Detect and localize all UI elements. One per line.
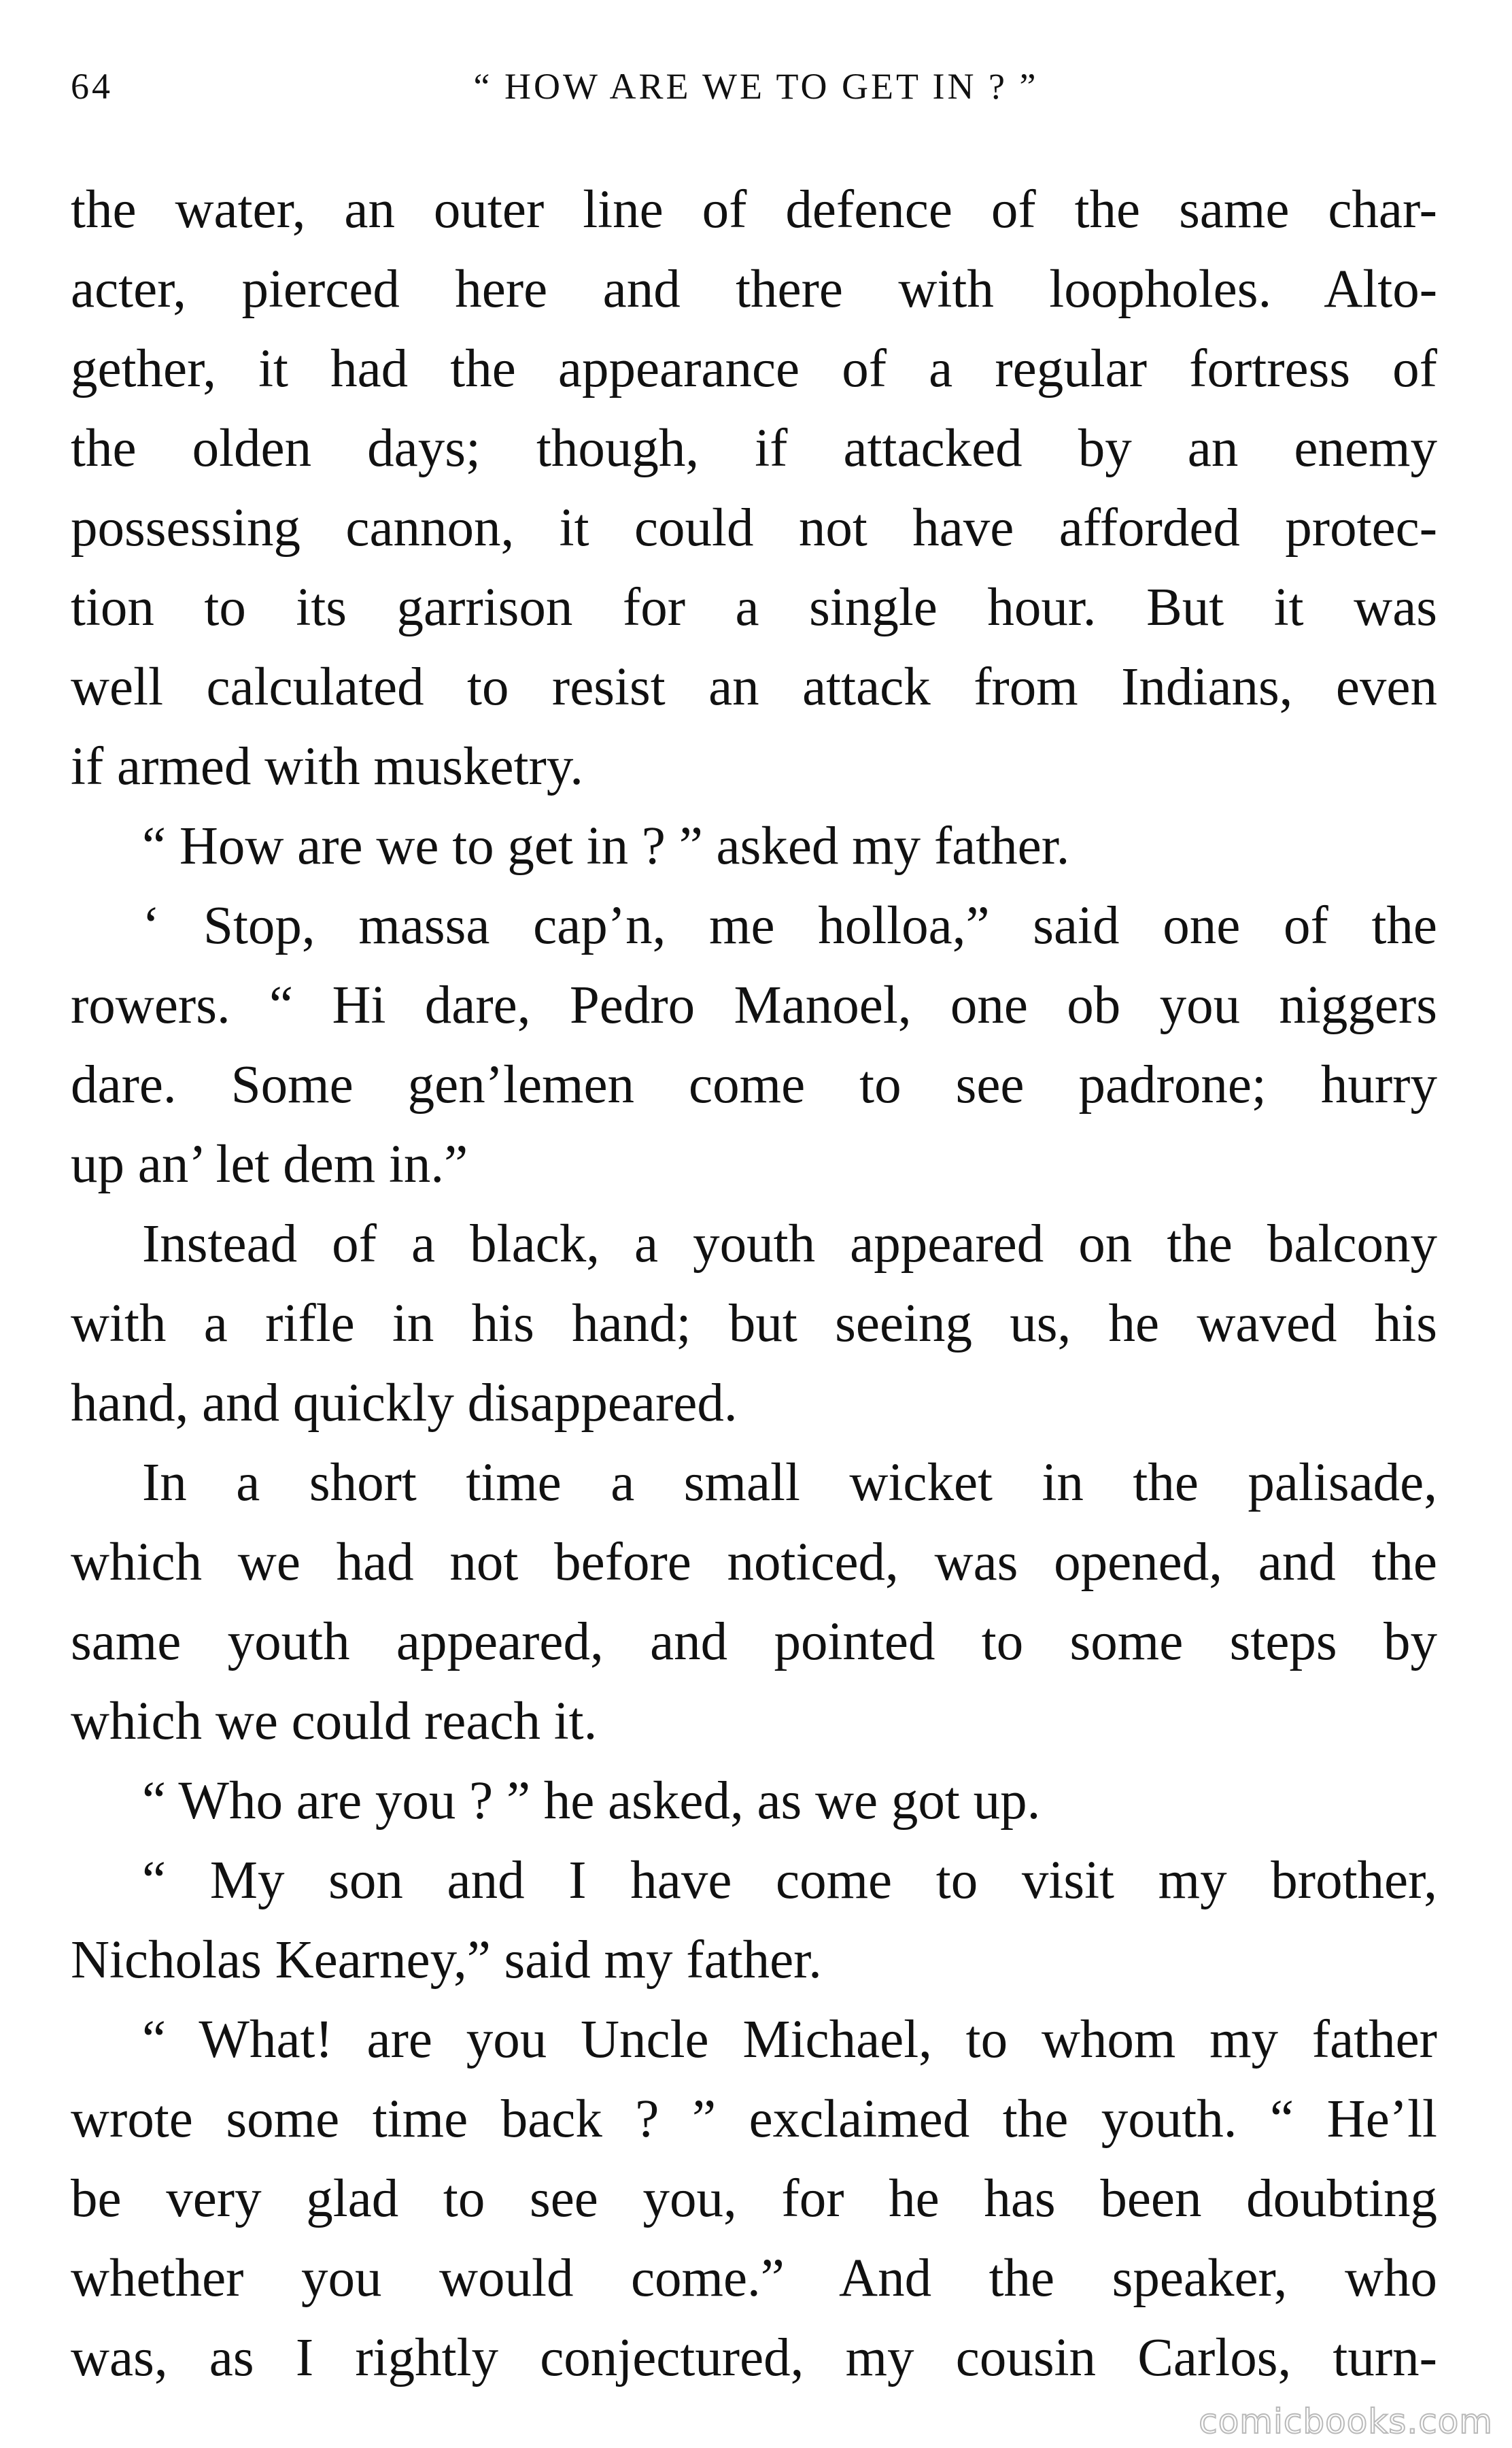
running-head (71, 65, 1441, 120)
text-line: if armed with musketry. (71, 737, 583, 796)
watermark: comicbooks.com (1199, 2402, 1493, 2441)
text-line: which we had not before noticed, was opened, and the (71, 1533, 1437, 1592)
text-line: hand, and quickly disappeared. (71, 1374, 738, 1433)
text-line: Nicholas Kearney,” said my father. (71, 1931, 822, 1990)
text-line: In a short time a small wicket in the palisade, (142, 1453, 1437, 1512)
text-line: whether you would come.” And the speaker, who (71, 2249, 1437, 2308)
text-line: which we could reach it. (71, 1692, 598, 1751)
text-line: ‘ Stop, massa cap’n, me holloa,” said one of the (142, 896, 1437, 955)
text-line: the olden days; though, if attacked by an enemy (71, 419, 1437, 478)
text-line: same youth appeared, and pointed to some steps by (71, 1612, 1437, 1671)
text-line: the water, an outer line of defence of the same char- (71, 180, 1437, 239)
text-line: was, as I rightly conjectured, my cousin Carlos, turn- (71, 2328, 1437, 2387)
text-line: “ My son and I have come to visit my brother, (142, 1851, 1437, 1910)
text-line: possessing cannon, it could not have afforded protec- (71, 498, 1437, 558)
text-line: rowers. “ Hi dare, Pedro Manoel, one ob you niggers (71, 976, 1437, 1035)
text-line: acter, pierced here and there with loopholes. Alto- (71, 260, 1437, 319)
text-line: wrote some time back ? ” exclaimed the youth. “ He’ll (71, 2090, 1437, 2149)
body-text (71, 170, 1437, 2398)
text-line: dare. Some gen’lemen come to see padrone; hurry (71, 1055, 1437, 1115)
running-title: “ HOW ARE WE TO GET IN ? ” (473, 66, 1039, 107)
text-line: well calculated to resist an attack from Indians, even (71, 658, 1437, 717)
text-line: “ How are we to get in ? ” asked my father. (142, 817, 1070, 876)
text-line: gether, it had the appearance of a regular fortress of (71, 339, 1437, 398)
text-line: be very glad to see you, for he has been doubting (71, 2169, 1437, 2228)
text-line: “ What! are you Uncle Michael, to whom my father (142, 2010, 1437, 2069)
page-number: 64 (71, 66, 113, 107)
text-line: up an’ let dem in.” (71, 1135, 468, 1194)
text-line: with a rifle in his hand; but seeing us, he waved his (71, 1294, 1437, 1353)
text-line: tion to its garrison for a single hour. But it was (71, 578, 1437, 637)
text-line: “ Who are you ? ” he asked, as we got up. (142, 1771, 1041, 1831)
text-line: Instead of a black, a youth appeared on the balcony (142, 1214, 1437, 1274)
